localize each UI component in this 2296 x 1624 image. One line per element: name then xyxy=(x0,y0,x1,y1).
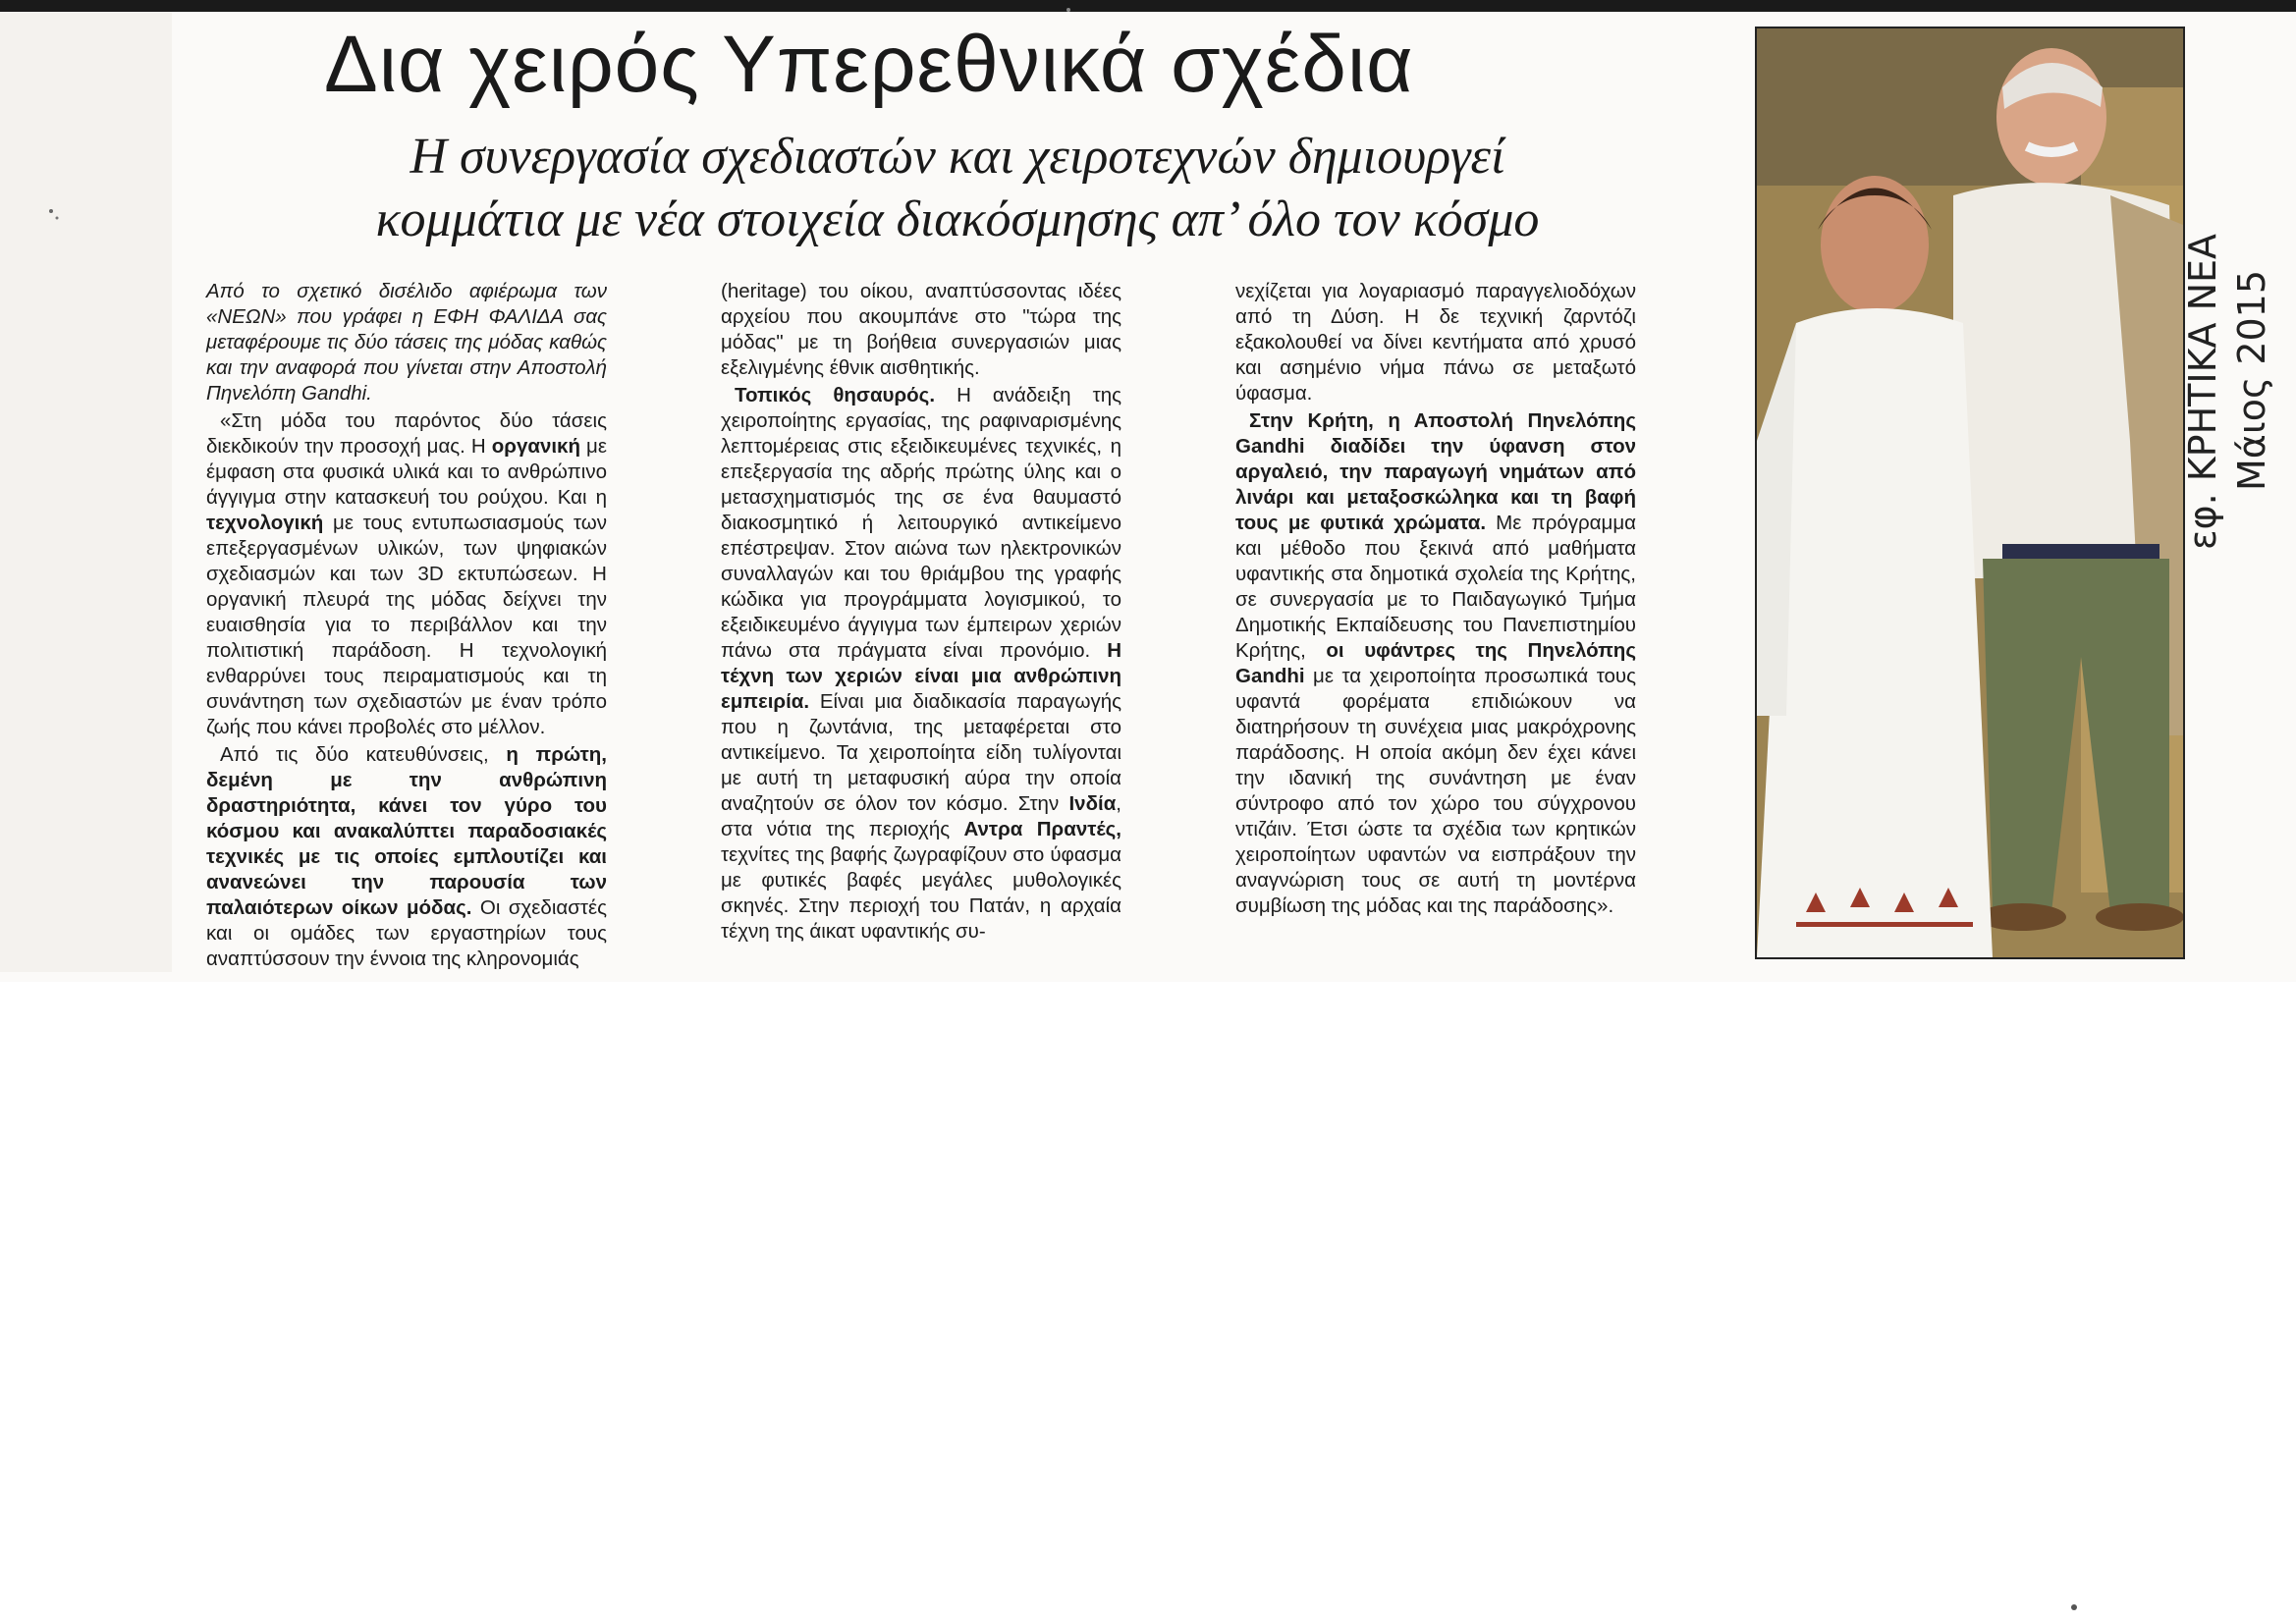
text-run: «Στη μόδα του παρόντος δύο τάσεις διεκδικούν την προσοχή μας. Η xyxy=(206,409,607,458)
bold-run: Αντρα Πραντές, xyxy=(963,818,1121,840)
handwritten-line-1: εφ. ΚΡΗΤΙΚΑ ΝΕΑ xyxy=(2181,233,2224,550)
paragraph-zardozi: νεχίζεται για λογαριασμό παραγγελιοδόχων από τη Δύση. Η δε τεχνική ζαρντόζι εξακολουθεί να δίνει κεντήματα από χρυσό και ασημένιο νήμα πάνω σε μεταξωτό ύφασμα. xyxy=(1235,280,1636,405)
article-headline: Δια χειρός Υπερεθνικά σχέδια xyxy=(324,20,1414,109)
intro-paragraph: Από το σχετικό δισέλιδο αφιέρωμα των «ΝΕΩΝ» που γράφει η ΕΦΗ ΦΑΛΙΔΑ σας μεταφέρουμε τις δύο τάσεις της μόδας καθώς και την αναφορά που γίνεται στην Αποστολή Πηνελόπη Gandhi. xyxy=(206,280,607,405)
text-run: Από τις δύο κατευθύνσεις, xyxy=(220,743,507,766)
bold-run: οργανική xyxy=(491,435,581,458)
subhead-line-2: κομμάτια με νέα στοιχεία διακόσμησης απ’ όλο τον κόσμο xyxy=(375,191,1540,247)
bold-run: οι υφάντρες της Πηνελόπης Gandhi xyxy=(1235,639,1636,687)
paragraph-heritage: (heritage) του οίκου, αναπτύσσοντας ιδέες αρχείου που ακουμπάνε στο "τώρα της μόδας" με τη βοήθεια συνεργασιών μιας εξελιγμένης έθνικ αισθητικής. xyxy=(721,280,1121,379)
bold-run: η πρώτη, δεμένη με την ανθρώπινη δραστηριότητα, κάνει τον γύρο του κόσμου και ανακαλύπτει παραδοσιακές τεχνικές με τις οποίες εμπλουτίζει και ανανεώνει την παρουσία των παλαιότερων οίκων μόδας. xyxy=(206,743,607,919)
text-run: Με πρόγραμμα και μέθοδο που ξεκινά από μαθήματα υφαντικής στα δημοτικά σχολεία της Κρήτης, σε συνεργασία με το Παιδαγωγικό Τμήμα Δημοτικής Εκπαίδευσης του Πανεπιστημίου Κρήτης, xyxy=(1235,512,1636,662)
text-run: Οι σχεδιαστές και οι ομάδες των εργαστηρίων τους αναπτύσσουν την έννοια της κληρονομιάς xyxy=(206,896,607,970)
text-run: Είναι μια διαδικασία παραγωγής που η ζωντάνια, της μεταφέρεται στο αντικείμενο. Τα χειροποίητα είδη τυλίγονται με αυτή τη μεταφυσική αύρα την οποία αναζητούν σε όλον τον κόσμο. Στην xyxy=(721,690,1121,815)
text-run: τεχνίτες της βαφής ζωγραφίζουν στο ύφασμα με φυτικές βαφές μεγάλες μυθολογικές σκηνές. Στην περιοχή του Πατάν, η αρχαία τέχνη της άικατ υφαντικής συ- xyxy=(721,843,1121,943)
text-run: με έμφαση στα φυσικά υλικά και το ανθρώπινο άγγιγμα στην κατασκευή του ρούχου. Και η xyxy=(206,435,607,509)
subhead-line-1: Η συνεργασία σχεδιαστών και χειροτεχνών δημιουργεί xyxy=(410,129,1505,185)
text-run: , στα νότια της περιοχής xyxy=(721,792,1121,840)
text-run: Η ανάδειξη της χειροποίητης εργασίας, της ραφιναρισμένης λεπτομέρειας στις εξειδικευμένες τεχνικές, η επεξεργασία της αδρής πρώτης ύλης και ο μετασχηματισμός της σε ένα θαυμαστό διακοσμητικό ή λειτουργικό αντικείμενο επέστρεψαν. Στον αιώνα των ηλεκτρονικών συναλλαγών και του θριάμβου της γραφής κώδικα για προγράμματα λογισμικού, το εξειδικευμένο άγγιγμα των έμπειρων χεριών πάνω στα πράγματα είναι προνόμιο. xyxy=(721,384,1121,662)
text-run: με τους εντυπωσιασμούς των επεξεργασμένων υλικών, των ψηφιακών σχεδιασμών και των 3D εκτυπώσεων. Η οργανική πλευρά της μόδας δείχνει την ευαισθησία για το περιβάλλον και την πολιτιστική παράδοση. Η τεχνολογική ενθαρρύνει τους πειραματισμούς και τη συνάντηση των σχεδιαστών με έναν τρόπο ζωής που κάνει προβολές στο μέλλον. xyxy=(206,512,607,738)
bold-run: Στην Κρήτη, η Αποστολή Πηνελόπης Gandhi διαδίδει την ύφανση στον αργαλειό, την παραγωγή νημάτων από λινάρι και μεταξοσκώληκα και τη βαφή τους με φυτικά χρώματα. xyxy=(1235,409,1636,534)
bold-run: Η τέχνη των χεριών είναι μια ανθρώπινη εμπειρία. xyxy=(721,639,1121,713)
bold-run: Τοπικός θησαυρός. xyxy=(735,384,936,406)
bold-run: τεχνολογική xyxy=(206,512,324,534)
bold-run: Ινδία xyxy=(1068,792,1117,815)
handwritten-line-2: Μάιος 2015 xyxy=(2230,269,2273,491)
text-run: με τα χειροποίητα προσωπικά τους υφαντά φορέματα επιδιώκουν να διατηρήσουν τη συνέχεια μιας μακρόχρονης παράδοσης. Η οποία ακόμη δεν έχει κάνει την ιδανική της συνάντηση με έναν σύντροφο από τον χώρο του σύγχρονου ντιζάιν. Έτσι ώστε τα σχέδια των κρητικών χειροποίητων υφαντών να εισπράξουν την αναγνώριση τους σε αυτή τη μοντέρνα συμβίωση της μόδας και της παράδοσης». xyxy=(1235,665,1636,917)
